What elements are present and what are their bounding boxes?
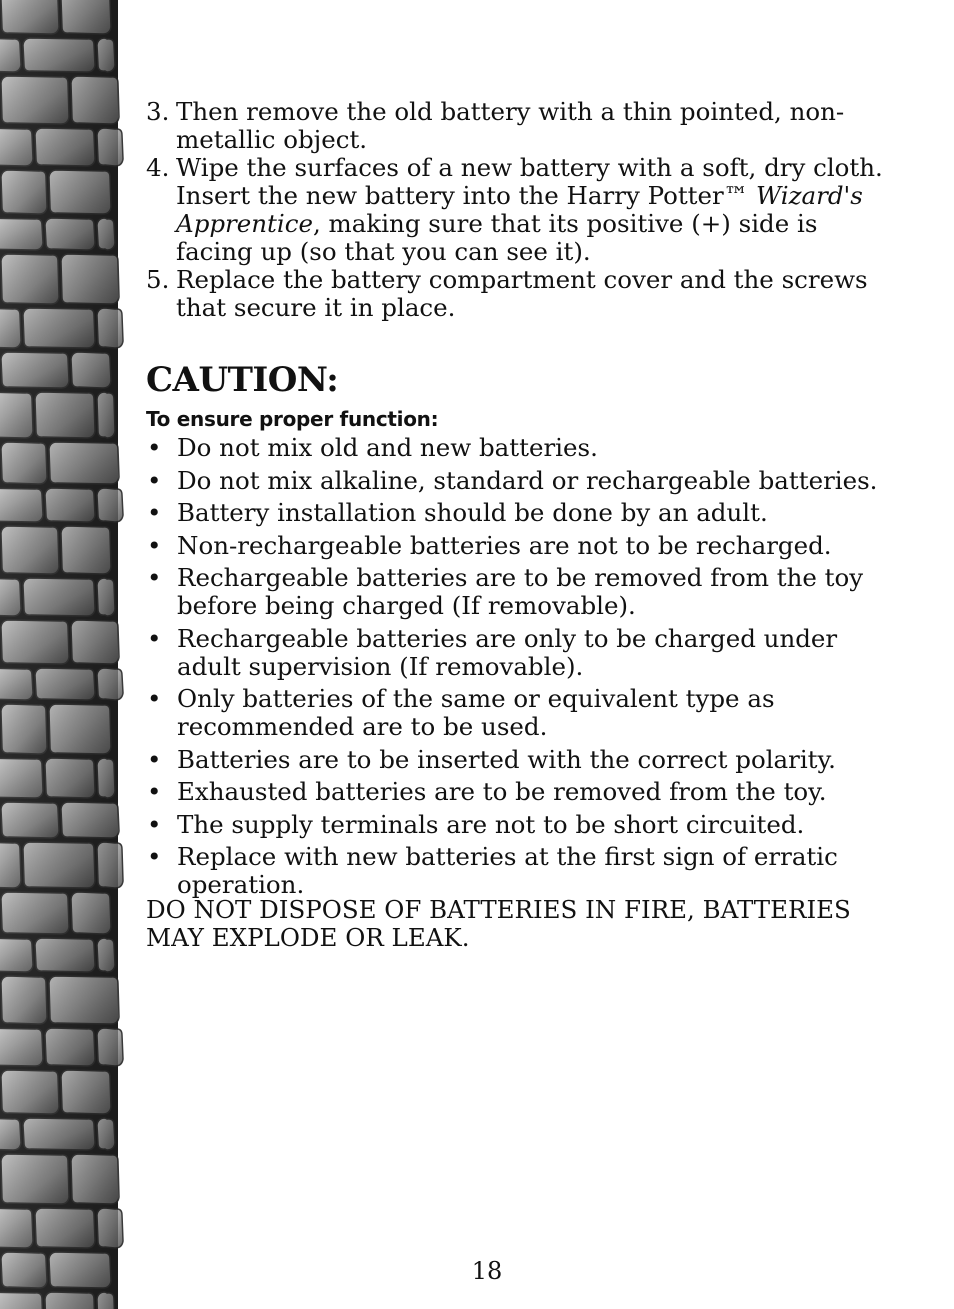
step-4: [146, 154, 886, 266]
list-item: • The supply terminals are not to be short circuited.: [147, 809, 805, 839]
list-item: • Rechargeable batteries are only to be charged under adult supervision (If removable).: [147, 623, 838, 681]
bullet-icon: •: [147, 744, 162, 774]
bullet-icon: •: [147, 623, 162, 653]
stone-wall-border: [0, 0, 138, 1309]
bullet-icon: •: [147, 684, 162, 713]
list-item: • Battery installation should be done by an adult.: [147, 498, 768, 527]
step-text: [176, 154, 886, 266]
caution-heading: CAUTION:: [146, 360, 339, 400]
fire-warning: DO NOT DISPOSE OF BATTERIES IN FIRE, BATTERIES MAY EXPLODE OR LEAK.: [146, 895, 851, 952]
caution-list: [146, 434, 886, 899]
list-item: • Replace with new batteries at the first sign of erratic operation.: [147, 842, 838, 899]
bullet-icon: •: [147, 777, 162, 806]
list-item: • Do not mix alkaline, standard or rechargeable batteries.: [147, 465, 878, 495]
list-item: • Non-rechargeable batteries are not to be recharged.: [147, 530, 832, 560]
instructions-content: [146, 98, 886, 952]
step-text-part: , making sure that its positive (+) side is facing up (so that you can see it).: [176, 209, 818, 266]
bullet-icon: •: [147, 809, 162, 839]
bullet-icon: •: [147, 563, 162, 592]
bullet-icon: •: [147, 842, 162, 871]
step-number: 4.: [146, 153, 170, 182]
step-text: Then remove the old battery with a thin pointed, non-metallic object.: [176, 97, 845, 154]
step-number: 3.: [146, 97, 170, 126]
caution-subheading: To ensure proper function:: [146, 407, 439, 431]
step-text: Replace the battery compartment cover and the screws that secure it in place.: [176, 265, 868, 322]
step-text-part: Wipe the surfaces of a new battery with a soft, dry cloth. Insert the new battery into the Harry Potter™: [176, 153, 883, 210]
bullet-icon: •: [147, 530, 162, 560]
list-item: • Do not mix old and new batteries.: [147, 433, 598, 462]
product-name: Wizard's Apprentice: [176, 181, 863, 238]
bullet-icon: •: [147, 498, 162, 527]
list-item: • Rechargeable batteries are to be removed from the toy before being charged (If removable).: [147, 563, 864, 620]
list-item: • Batteries are to be inserted with the correct polarity.: [147, 744, 836, 774]
page-number: 18: [471, 1257, 503, 1285]
step-number: 5.: [146, 265, 170, 294]
bullet-icon: •: [147, 465, 162, 495]
list-item: • Only batteries of the same or equivalent type as recommended are to be used.: [147, 684, 775, 741]
bullet-icon: •: [147, 433, 162, 462]
step-5: [146, 266, 886, 322]
list-item: • Exhausted batteries are to be removed from the toy.: [147, 777, 827, 806]
step-3: [146, 98, 886, 154]
